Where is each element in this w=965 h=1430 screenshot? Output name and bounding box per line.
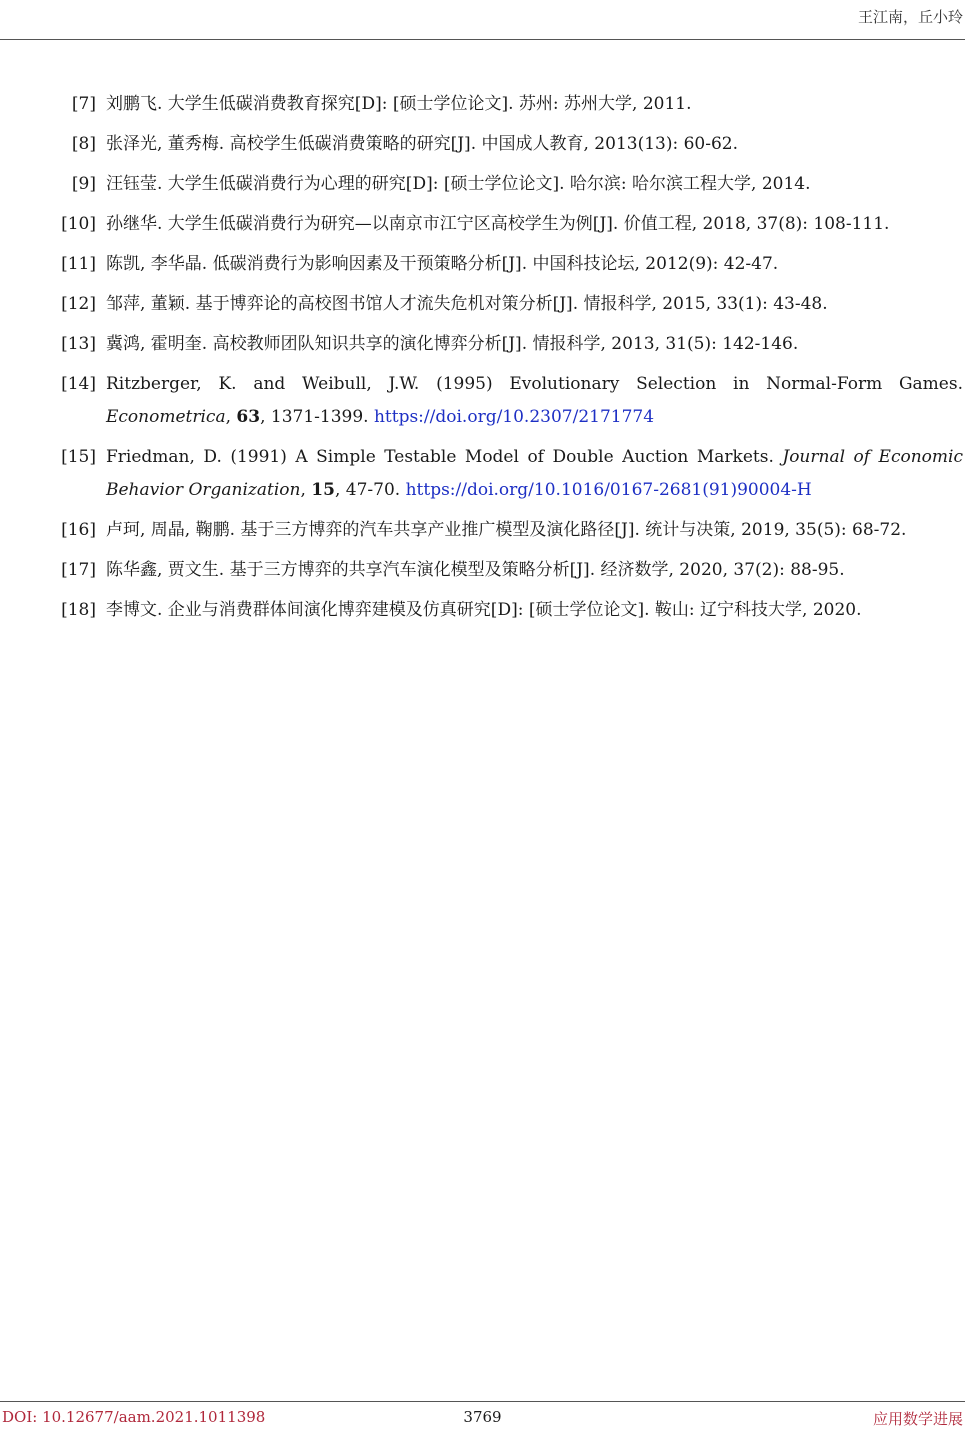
reference-number: [13] — [61, 334, 96, 354]
reference-list — [0, 88, 965, 634]
page-number: 3769 — [463, 1408, 502, 1426]
doi-link[interactable]: https://doi.org/10.1016/0167-2681(91)90004-H — [405, 480, 812, 500]
reference-number: [17] — [61, 560, 96, 580]
reference-volume: 63 — [236, 407, 261, 427]
reference-pages: , 47-70. — [334, 480, 406, 500]
reference-7 — [0, 88, 965, 121]
reference-11 — [0, 248, 965, 281]
reference-text: 邹萍, 董颖. 基于博弈论的高校图书馆人才流失危机对策分析[J]. 情报科学, 2015, 33(1): 43-48. — [106, 294, 828, 314]
footer-journal-name: 应用数学进展 — [872, 1410, 963, 1428]
reference-text: 汪钰莹. 大学生低碳消费行为心理的研究[D]: [硕士学位论文]. 哈尔滨: 哈尔滨工程大学, 2014. — [106, 174, 811, 194]
reference-8 — [0, 128, 965, 161]
footer-rule — [0, 1401, 965, 1402]
reference-journal: Journal of Economic Behavior Organization — [106, 447, 963, 500]
reference-13 — [0, 328, 965, 361]
reference-text: 陈凯, 李华晶. 低碳消费行为影响因素及干预策略分析[J]. 中国科技论坛, 2012(9): 42-47. — [106, 254, 779, 274]
reference-9 — [0, 168, 965, 201]
reference-12 — [0, 288, 965, 321]
reference-16 — [0, 514, 965, 547]
reference-pages: , 1371-1399. — [260, 407, 374, 427]
footer-doi-link[interactable]: DOI: 10.12677/aam.2021.1011398 — [2, 1408, 266, 1426]
reference-authors-title: Ritzberger, K. and Weibull, J.W. (1995) Evolutionary Selection in Normal-Form Games. — [106, 374, 963, 394]
reference-text: 冀鸿, 霍明奎. 高校教师团队知识共享的演化博弈分析[J]. 情报科学, 2013, 31(5): 142-146. — [106, 334, 799, 354]
reference-volume: 15 — [311, 480, 335, 500]
reference-number: [12] — [61, 294, 96, 314]
reference-separator: , — [225, 407, 237, 427]
reference-number: [7] — [71, 94, 96, 114]
reference-text: 陈华鑫, 贾文生. 基于三方博弈的共享汽车演化模型及策略分析[J]. 经济数学, 2020, 37(2): 88-95. — [106, 560, 845, 580]
reference-number: [18] — [61, 600, 96, 620]
reference-text: 李博文. 企业与消费群体间演化博弈建模及仿真研究[D]: [硕士学位论文]. 鞍山: 辽宁科技大学, 2020. — [106, 600, 862, 620]
reference-text: 卢珂, 周晶, 鞠鹏. 基于三方博弈的汽车共享产业推广模型及演化路径[J]. 统计与决策, 2019, 35(5): 68-72. — [106, 520, 907, 540]
reference-number: [15] — [61, 447, 96, 467]
reference-number: [10] — [61, 214, 96, 234]
reference-number: [11] — [61, 254, 96, 274]
reference-journal: Econometrica — [106, 407, 226, 427]
reference-number: [16] — [61, 520, 96, 540]
reference-18 — [0, 594, 965, 627]
reference-10 — [0, 208, 965, 241]
reference-text: 张泽光, 董秀梅. 高校学生低碳消费策略的研究[J]. 中国成人教育, 2013(13): 60-62. — [106, 134, 739, 154]
reference-15 — [0, 441, 965, 507]
reference-14 — [0, 368, 965, 434]
doi-link[interactable]: https://doi.org/10.2307/2171774 — [373, 407, 655, 427]
reference-number: [8] — [71, 134, 96, 154]
reference-text: 孙继华. 大学生低碳消费行为研究—以南京市江宁区高校学生为例[J]. 价值工程, 2018, 37(8): 108-111. — [106, 214, 890, 234]
reference-text: 刘鹏飞. 大学生低碳消费教育探究[D]: [硕士学位论文]. 苏州: 苏州大学, 2011. — [106, 94, 692, 114]
reference-number: [9] — [71, 174, 96, 194]
header-rule — [0, 39, 965, 40]
page-header-authors: 王江南，丘小玲 — [857, 8, 963, 26]
reference-17 — [0, 554, 965, 587]
reference-number: [14] — [61, 374, 96, 394]
reference-separator: , — [300, 480, 312, 500]
reference-authors-title: Friedman, D. (1991) A Simple Testable Model of Double Auction Markets. — [106, 447, 783, 467]
